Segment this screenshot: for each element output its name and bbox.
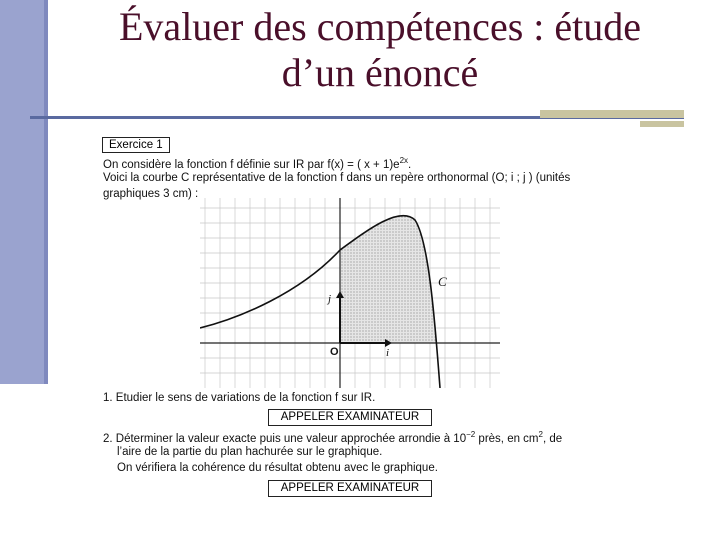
slide-side-bar [0,0,48,384]
question-2-exponent-1: −2 [466,430,476,439]
function-graph [200,198,500,388]
exercise-label: Exercice 1 [102,137,170,153]
exercise-line-3: graphiques 3 cm) : [103,188,199,200]
exercise-line-1-end: . [408,158,412,171]
exercise-line-1-text: On considère la fonction f définie sur IR par f(x) = ( x + 1)e [103,158,400,171]
slide-title-line1: Évaluer des compétences : étude [119,4,641,49]
call-examiner-button-2[interactable]: APPELER EXAMINATEUR [268,480,432,497]
vector-j-label: j [328,293,332,305]
origin-label: O [330,346,339,358]
question-2-text-b: près, en cm [475,432,539,445]
curve-label: C [438,274,447,289]
exercise-line-1-exponent: 2x [399,156,409,165]
question-2-text-a: 2. Déterminer la valeur exacte puis une valeur approchée arrondie à 10 [103,432,467,445]
question-2-exponent-2: 2 [538,430,543,439]
title-accent-small [640,121,684,127]
title-accent [540,110,684,118]
question-2-text-c: , de [542,432,563,445]
slide-title-line2: d’un énoncé [281,50,479,95]
question-1: 1. Etudier le sens de variations de la fonction f sur IR. [103,392,376,404]
vector-i-label: i [386,347,390,359]
exercise-line-1 [103,156,411,171]
call-examiner-button-1[interactable]: APPELER EXAMINATEUR [268,409,432,426]
slide-title [60,4,700,96]
question-2-line-2: l’aire de la partie du plan hachurée sur le graphique. [117,446,383,458]
exercise-line-2: Voici la courbe C représentative de la fonction f dans un repère orthonormal (O; i ; j ) (unités [103,172,571,184]
question-2-line-1 [103,430,562,445]
question-2-line-3: On vérifiera la cohérence du résultat obtenu avec le graphique. [117,462,438,474]
slide-side-bar-edge [44,0,48,384]
